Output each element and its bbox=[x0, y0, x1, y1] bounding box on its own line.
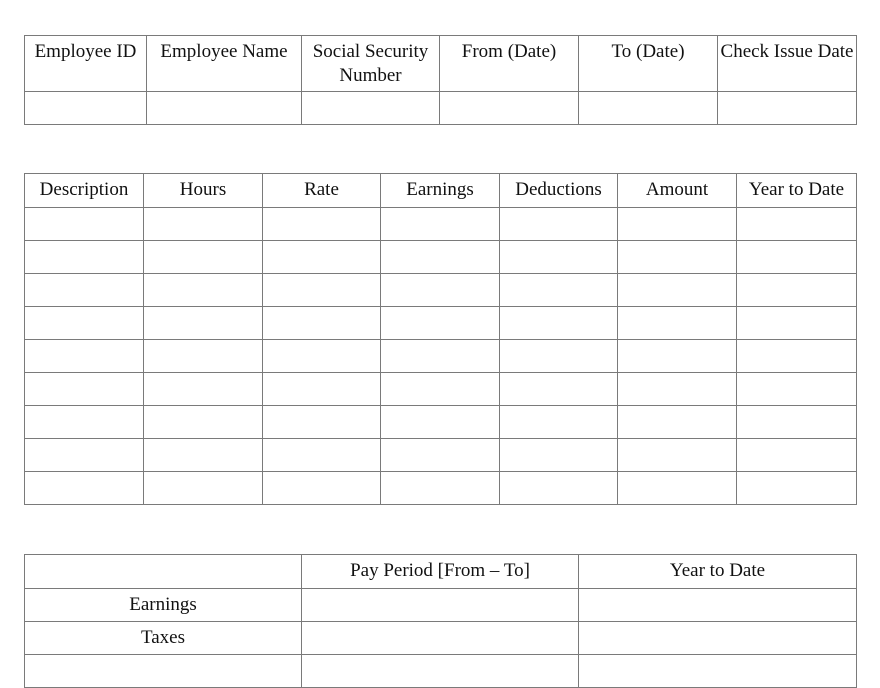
to-date-cell[interactable] bbox=[579, 92, 718, 125]
year-to-date-cell[interactable] bbox=[737, 439, 857, 472]
year-to-date-header: Year to Date bbox=[737, 174, 857, 208]
line-item-row bbox=[25, 472, 857, 505]
earnings-cell[interactable] bbox=[381, 340, 500, 373]
taxes-label: Taxes bbox=[25, 622, 302, 655]
deductions-cell[interactable] bbox=[500, 472, 618, 505]
employee-name-cell[interactable] bbox=[147, 92, 302, 125]
deductions-cell[interactable] bbox=[500, 439, 618, 472]
earnings-pay-period-cell[interactable] bbox=[302, 589, 579, 622]
ssn-header: Social Security Number bbox=[302, 36, 440, 92]
from-date-cell[interactable] bbox=[440, 92, 579, 125]
description-cell[interactable] bbox=[25, 241, 144, 274]
line-item-row bbox=[25, 307, 857, 340]
to-date-header: To (Date) bbox=[579, 36, 718, 92]
earnings-cell[interactable] bbox=[381, 406, 500, 439]
extra-label bbox=[25, 655, 302, 688]
hours-cell[interactable] bbox=[144, 307, 263, 340]
employee-id-cell[interactable] bbox=[25, 92, 147, 125]
taxes-pay-period-cell[interactable] bbox=[302, 622, 579, 655]
line-item-row bbox=[25, 340, 857, 373]
deductions-cell[interactable] bbox=[500, 274, 618, 307]
summary-table bbox=[24, 554, 857, 688]
summary-row-taxes bbox=[25, 622, 857, 655]
rate-cell[interactable] bbox=[263, 208, 381, 241]
line-item-row bbox=[25, 241, 857, 274]
amount-header: Amount bbox=[618, 174, 737, 208]
description-cell[interactable] bbox=[25, 472, 144, 505]
rate-cell[interactable] bbox=[263, 340, 381, 373]
deductions-cell[interactable] bbox=[500, 340, 618, 373]
line-item-row bbox=[25, 439, 857, 472]
rate-header: Rate bbox=[263, 174, 381, 208]
summary-blank-header bbox=[25, 555, 302, 589]
deductions-cell[interactable] bbox=[500, 241, 618, 274]
year-to-date-cell[interactable] bbox=[737, 340, 857, 373]
description-cell[interactable] bbox=[25, 274, 144, 307]
rate-cell[interactable] bbox=[263, 307, 381, 340]
employee-name-header: Employee Name bbox=[147, 36, 302, 92]
employee-info-row bbox=[25, 92, 857, 125]
hours-cell[interactable] bbox=[144, 439, 263, 472]
rate-cell[interactable] bbox=[263, 472, 381, 505]
deductions-cell[interactable] bbox=[500, 307, 618, 340]
amount-cell[interactable] bbox=[618, 439, 737, 472]
description-cell[interactable] bbox=[25, 373, 144, 406]
employee-id-header: Employee ID bbox=[25, 36, 147, 92]
amount-cell[interactable] bbox=[618, 208, 737, 241]
year-to-date-cell[interactable] bbox=[737, 274, 857, 307]
line-items-body bbox=[25, 208, 857, 505]
hours-cell[interactable] bbox=[144, 241, 263, 274]
earnings-cell[interactable] bbox=[381, 439, 500, 472]
pay-period-header: Pay Period [From – To] bbox=[302, 555, 579, 589]
deductions-cell[interactable] bbox=[500, 208, 618, 241]
amount-cell[interactable] bbox=[618, 307, 737, 340]
rate-cell[interactable] bbox=[263, 274, 381, 307]
hours-cell[interactable] bbox=[144, 340, 263, 373]
description-cell[interactable] bbox=[25, 439, 144, 472]
rate-cell[interactable] bbox=[263, 406, 381, 439]
line-item-row bbox=[25, 406, 857, 439]
description-header: Description bbox=[25, 174, 144, 208]
earnings-ytd-cell[interactable] bbox=[579, 589, 857, 622]
earnings-cell[interactable] bbox=[381, 208, 500, 241]
summary-row-earnings bbox=[25, 589, 857, 622]
year-to-date-cell[interactable] bbox=[737, 406, 857, 439]
earnings-cell[interactable] bbox=[381, 307, 500, 340]
amount-cell[interactable] bbox=[618, 472, 737, 505]
amount-cell[interactable] bbox=[618, 373, 737, 406]
line-item-row bbox=[25, 208, 857, 241]
employee-info-header-row bbox=[25, 36, 857, 92]
employee-info-table bbox=[24, 35, 857, 125]
year-to-date-cell[interactable] bbox=[737, 307, 857, 340]
line-item-row bbox=[25, 373, 857, 406]
from-date-header: From (Date) bbox=[440, 36, 579, 92]
amount-cell[interactable] bbox=[618, 406, 737, 439]
deductions-cell[interactable] bbox=[500, 373, 618, 406]
earnings-label: Earnings bbox=[25, 589, 302, 622]
check-issue-date-cell[interactable] bbox=[718, 92, 857, 125]
hours-cell[interactable] bbox=[144, 472, 263, 505]
rate-cell[interactable] bbox=[263, 241, 381, 274]
earnings-cell[interactable] bbox=[381, 472, 500, 505]
year-to-date-cell[interactable] bbox=[737, 241, 857, 274]
check-issue-date-header: Check Issue Date bbox=[718, 36, 857, 92]
earnings-cell[interactable] bbox=[381, 274, 500, 307]
taxes-ytd-cell[interactable] bbox=[579, 622, 857, 655]
earnings-header: Earnings bbox=[381, 174, 500, 208]
summary-ytd-header: Year to Date bbox=[579, 555, 857, 589]
hours-cell[interactable] bbox=[144, 373, 263, 406]
year-to-date-cell[interactable] bbox=[737, 472, 857, 505]
description-cell[interactable] bbox=[25, 406, 144, 439]
year-to-date-cell[interactable] bbox=[737, 208, 857, 241]
ssn-cell[interactable] bbox=[302, 92, 440, 125]
hours-cell[interactable] bbox=[144, 274, 263, 307]
rate-cell[interactable] bbox=[263, 439, 381, 472]
line-item-row bbox=[25, 274, 857, 307]
earnings-cell[interactable] bbox=[381, 373, 500, 406]
hours-cell[interactable] bbox=[144, 208, 263, 241]
hours-header: Hours bbox=[144, 174, 263, 208]
extra-ytd-cell[interactable] bbox=[579, 655, 857, 688]
description-cell[interactable] bbox=[25, 340, 144, 373]
description-cell[interactable] bbox=[25, 208, 144, 241]
amount-cell[interactable] bbox=[618, 340, 737, 373]
extra-pay-period-cell[interactable] bbox=[302, 655, 579, 688]
year-to-date-cell[interactable] bbox=[737, 373, 857, 406]
amount-cell[interactable] bbox=[618, 274, 737, 307]
summary-header-row bbox=[25, 555, 857, 589]
line-items-header-row bbox=[25, 174, 857, 208]
line-items-table bbox=[24, 173, 857, 505]
earnings-cell[interactable] bbox=[381, 241, 500, 274]
deductions-header: Deductions bbox=[500, 174, 618, 208]
rate-cell[interactable] bbox=[263, 373, 381, 406]
summary-row-extra bbox=[25, 655, 857, 688]
amount-cell[interactable] bbox=[618, 241, 737, 274]
deductions-cell[interactable] bbox=[500, 406, 618, 439]
description-cell[interactable] bbox=[25, 307, 144, 340]
hours-cell[interactable] bbox=[144, 406, 263, 439]
